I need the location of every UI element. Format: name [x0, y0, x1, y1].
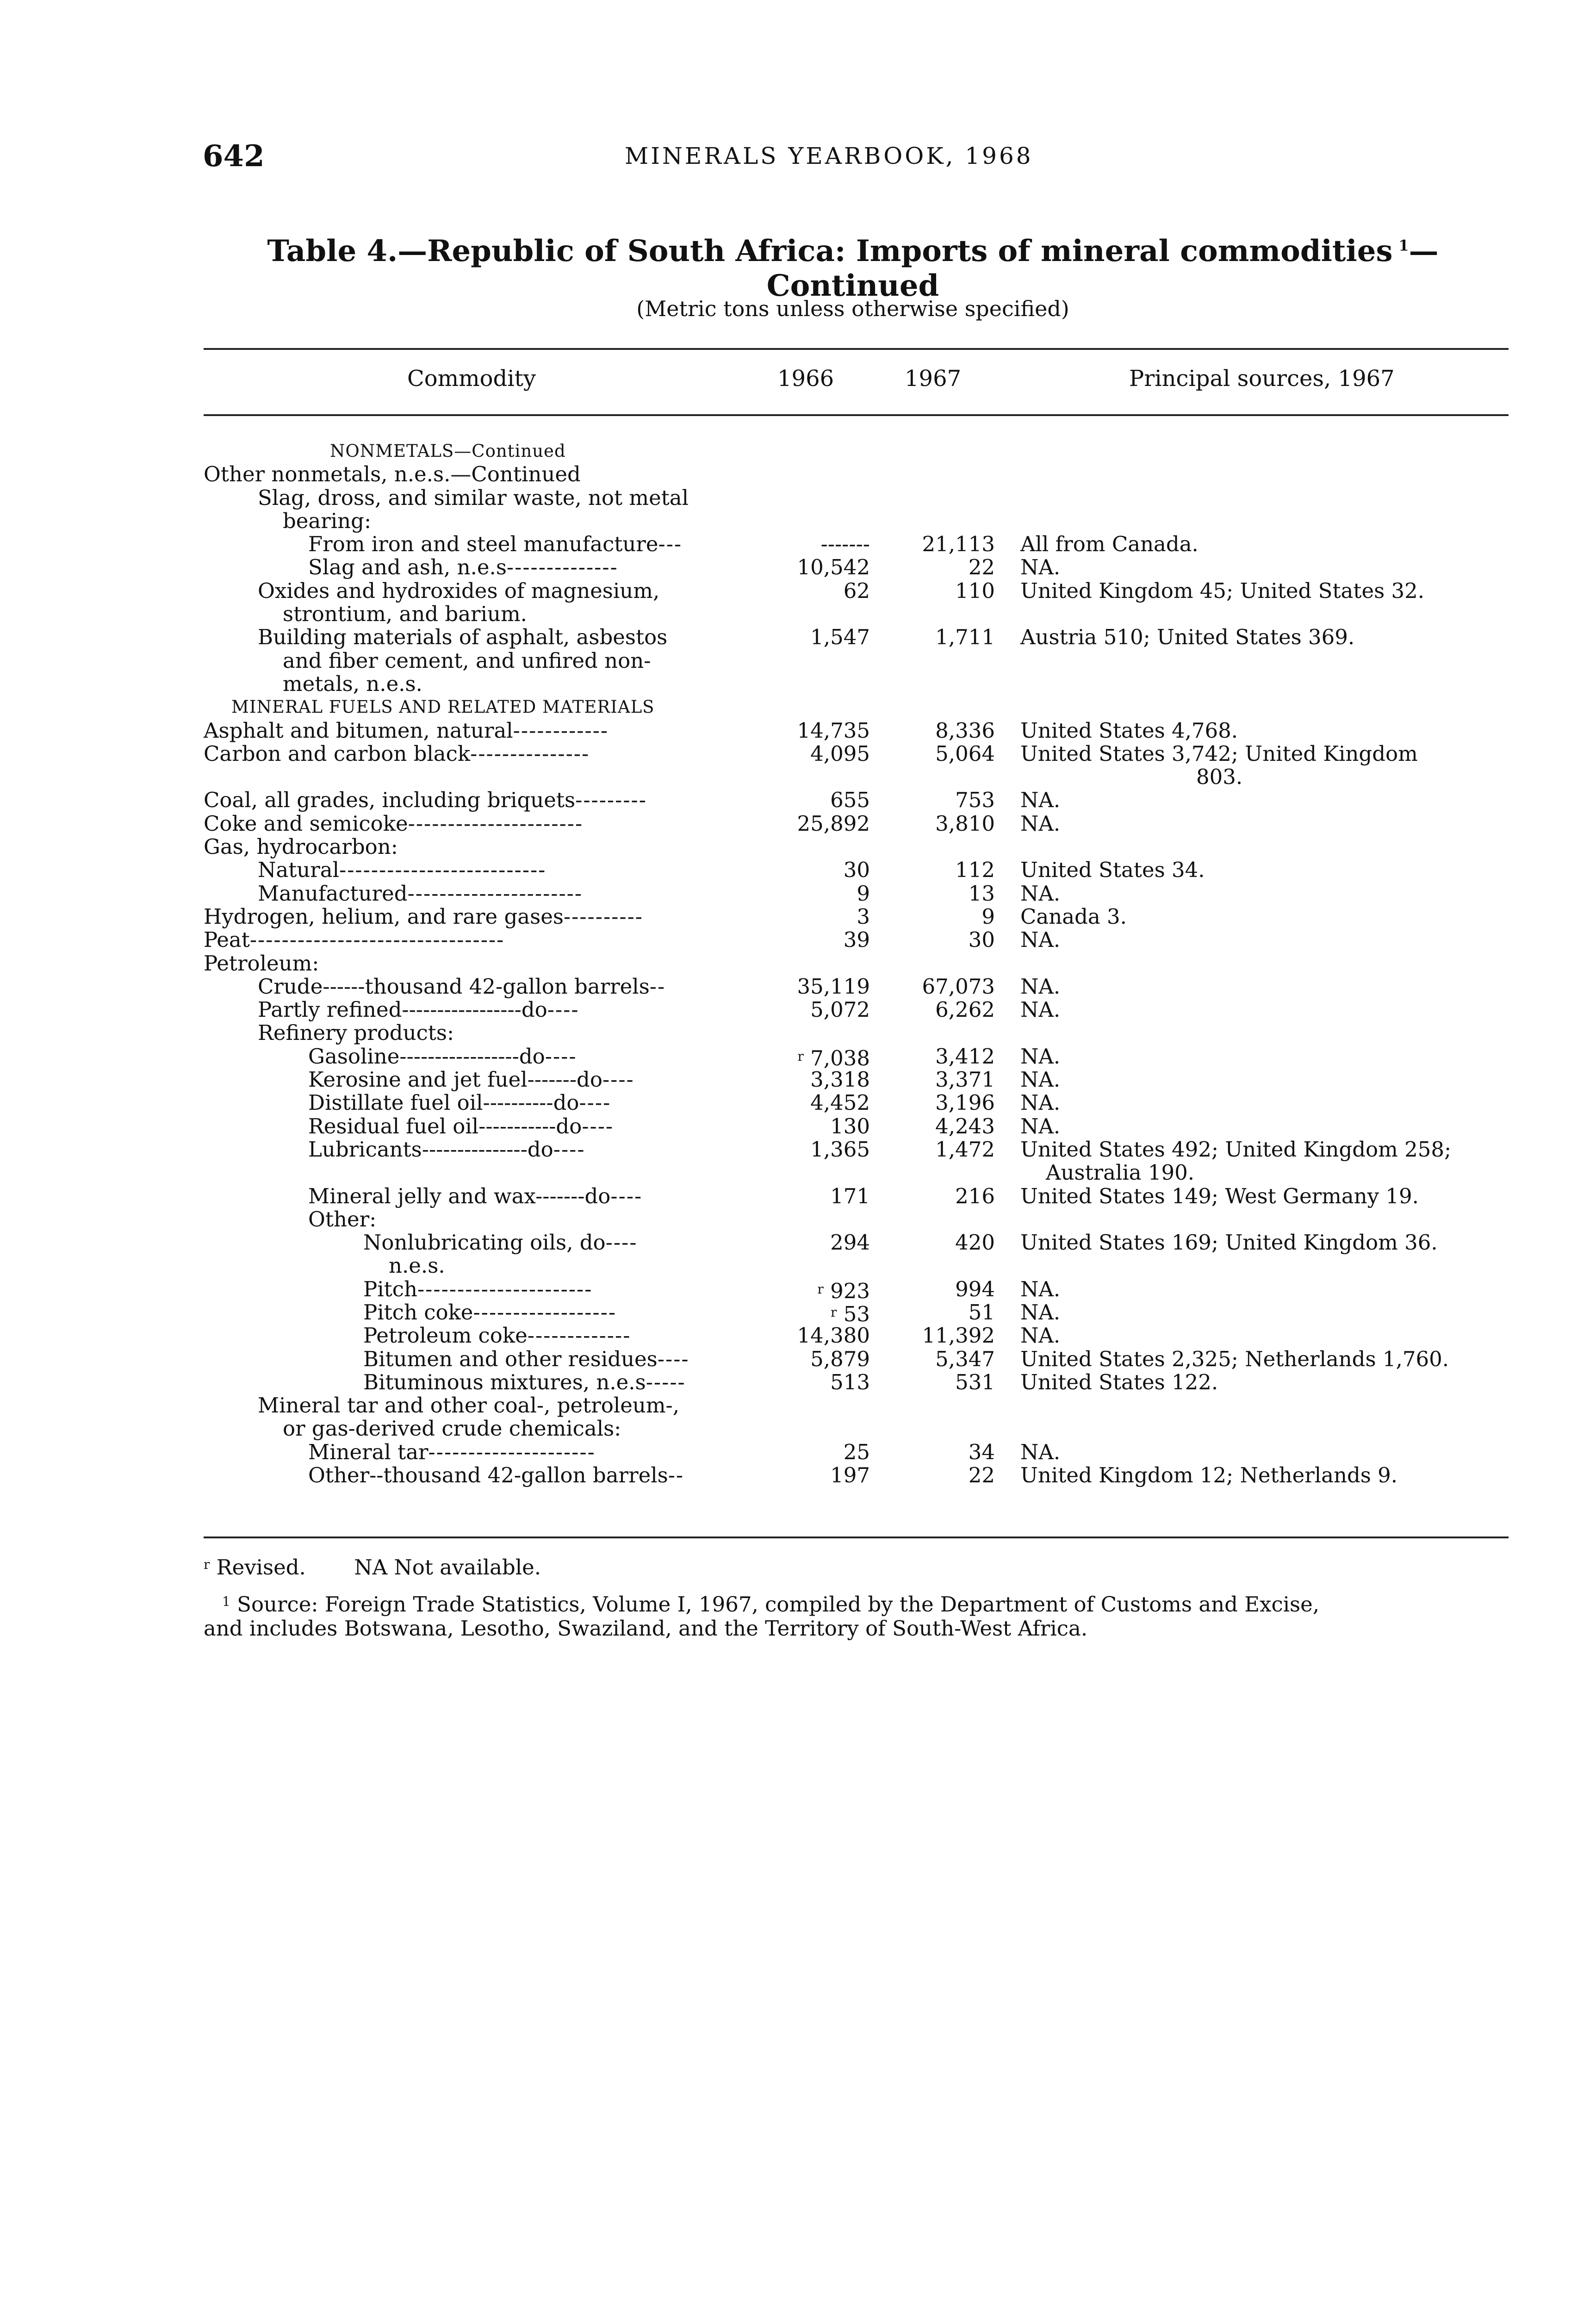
leader-dots: ----------------------	[417, 1276, 593, 1301]
value-1967-cell: 994	[955, 1276, 995, 1301]
footnote-legend	[204, 1555, 541, 1580]
principal-sources-cell: NA.	[1020, 788, 1061, 813]
value-1967-cell: 6,262	[935, 997, 995, 1022]
table-row	[0, 1161, 1596, 1184]
commodity-cell: Slag, dross, and similar waste, not metal	[258, 485, 689, 510]
table-row	[0, 765, 1596, 789]
na-text: NA Not available.	[354, 1555, 541, 1580]
principal-sources-cell: NA.	[1020, 1090, 1061, 1115]
revised-mark: r	[817, 1281, 824, 1297]
principal-sources-cell: United States 3,742; United Kingdom	[1020, 741, 1418, 766]
commodity-cell: MINERAL FUELS AND RELATED MATERIALS	[231, 697, 655, 717]
commodity-cell: Oxides and hydroxides of magnesium,	[258, 578, 660, 603]
table-row	[0, 742, 1596, 765]
source-mark: 1	[222, 1594, 230, 1609]
value-1967-cell: 531	[955, 1369, 995, 1394]
value-1966-cell: 3,318	[810, 1067, 870, 1092]
leader-dots: --------------------------------	[249, 927, 505, 952]
commodity-cell: n.e.s.	[389, 1253, 445, 1278]
value-1966-cell: 35,119	[797, 974, 870, 999]
value-1967-cell: 3,412	[935, 1044, 995, 1069]
column-header-commodity: Commodity	[407, 366, 536, 392]
value-1966-cell: 5,072	[810, 997, 870, 1022]
value-1966-cell: 3	[857, 904, 870, 929]
value-1966-cell: 10,542	[797, 555, 870, 580]
commodity-cell: Nonlubricating oils, do----	[363, 1230, 638, 1255]
principal-sources-cell: 803.	[1196, 765, 1243, 790]
table-row	[0, 672, 1596, 696]
commodity-cell: Other--thousand 42-gallon barrels--	[308, 1463, 684, 1488]
table-row	[0, 1417, 1596, 1440]
commodity-cell: Mineral jelly and wax-------do----	[308, 1183, 643, 1208]
value-1967-cell: 753	[955, 788, 995, 813]
value-1967-cell: 51	[968, 1300, 995, 1325]
column-header-principal-sources: Principal sources, 1967	[1129, 366, 1395, 392]
value-1967-cell: 21,113	[922, 532, 995, 557]
leader-dots: --	[649, 974, 666, 999]
value-1967-cell: 9	[981, 904, 995, 929]
table-row	[0, 1185, 1596, 1208]
table-row	[0, 486, 1596, 510]
table-row	[0, 1045, 1596, 1068]
principal-sources-cell: United States 2,325; Netherlands 1,760.	[1020, 1346, 1449, 1371]
value-1967-cell: 420	[955, 1230, 995, 1255]
title-footnote-ref: 1	[1398, 236, 1409, 255]
commodity-cell: Peat--------------------------------	[204, 927, 505, 952]
leader-dots: ----	[579, 1090, 611, 1115]
leader-dots: ------------------	[473, 1300, 617, 1325]
table-body	[0, 440, 1596, 1487]
commodity-cell: Mineral tar---------------------	[308, 1439, 596, 1464]
commodity-cell: Refinery products:	[258, 1020, 454, 1045]
value-1967-cell: 3,810	[935, 811, 995, 836]
leader-dots: -------------	[527, 1323, 631, 1348]
commodity-cell: From iron and steel manufacture---	[308, 532, 683, 557]
value-1967-cell: 22	[968, 1463, 995, 1488]
leader-dots: ----	[553, 1137, 585, 1162]
principal-sources-cell: NA.	[1020, 1323, 1061, 1348]
page-header	[0, 139, 1596, 185]
table-row	[0, 1394, 1596, 1417]
leader-dots: ----------	[563, 904, 643, 929]
leader-dots: ----------------------	[408, 811, 584, 836]
commodity-cell: Kerosine and jet fuel-------do----	[308, 1067, 634, 1092]
commodity-cell: Natural--------------------------	[258, 858, 546, 883]
principal-sources-cell: Australia 190.	[1046, 1160, 1195, 1185]
table-row	[0, 952, 1596, 975]
principal-sources-cell: United States 169; United Kingdom 36.	[1020, 1230, 1438, 1255]
principal-sources-cell: NA.	[1020, 881, 1061, 906]
principal-sources-cell: NA.	[1020, 811, 1061, 836]
leader-dots: ----	[605, 1230, 638, 1255]
column-header-1967: 1967	[905, 366, 962, 392]
leader-dots: ---	[658, 532, 683, 557]
leader-dots: ---------------------	[428, 1439, 596, 1464]
table-row	[0, 1348, 1596, 1371]
running-title: MINERALS YEARBOOK, 1968	[625, 143, 1033, 169]
revised-text: Revised.	[216, 1555, 306, 1580]
principal-sources-cell: United States 492; United Kingdom 258;	[1020, 1137, 1452, 1162]
table-row	[0, 1301, 1596, 1324]
leader-dots: --------------	[506, 555, 618, 580]
table-row	[0, 1324, 1596, 1347]
value-1966-cell: 4,095	[810, 741, 870, 766]
principal-sources-cell: Canada 3.	[1020, 904, 1127, 929]
principal-sources-cell: United Kingdom 12; Netherlands 9.	[1020, 1463, 1398, 1488]
principal-sources-cell: All from Canada.	[1020, 532, 1199, 557]
table-row	[0, 1068, 1596, 1091]
leader-dots: ---------	[575, 788, 647, 813]
commodity-cell: Manufactured----------------------	[258, 881, 583, 906]
leader-dots: ----	[602, 1067, 634, 1092]
principal-sources-cell: United States 4,768.	[1020, 718, 1238, 743]
commodity-cell: Other nonmetals, n.e.s.—Continued	[204, 462, 581, 487]
commodity-cell: and fiber cement, and unfired non-	[283, 648, 651, 673]
leader-dots: --	[668, 1463, 684, 1488]
value-1966-cell: 4,452	[810, 1090, 870, 1115]
table-row	[0, 649, 1596, 672]
source-footnote-line2: and includes Botswana, Lesotho, Swaziland, and the Territory of South-West Africa.	[204, 1616, 1088, 1641]
table-row	[0, 463, 1596, 486]
principal-sources-cell: NA.	[1020, 1044, 1061, 1069]
value-1967-cell: 3,371	[935, 1067, 995, 1092]
table-row	[0, 1231, 1596, 1254]
table-bottom-rule	[204, 1536, 1509, 1538]
value-1967-cell: 67,073	[922, 974, 995, 999]
value-1966-cell: 171	[830, 1183, 870, 1208]
value-1967-cell: 1,472	[935, 1137, 995, 1162]
table-row	[0, 882, 1596, 905]
value-1966-cell: 655	[830, 788, 870, 813]
table-row	[0, 556, 1596, 579]
value-1967-cell: 1,711	[935, 625, 995, 650]
commodity-cell: or gas-derived crude chemicals:	[283, 1416, 621, 1441]
value-1967-cell: 112	[955, 858, 995, 883]
commodity-cell: Gasoline-----------------do----	[308, 1044, 577, 1069]
value-1966-cell: 130	[830, 1113, 870, 1138]
table-row	[0, 1138, 1596, 1161]
principal-sources-cell: NA.	[1020, 1300, 1061, 1325]
value-1966-cell: 1,365	[810, 1137, 870, 1162]
value-1966-cell: 5,879	[810, 1346, 870, 1371]
table-row	[0, 510, 1596, 533]
table-row	[0, 1021, 1596, 1045]
principal-sources-cell: United States 34.	[1020, 858, 1205, 883]
commodity-cell: Distillate fuel oil----------do----	[308, 1090, 611, 1115]
table-row	[0, 905, 1596, 928]
commodity-cell: Carbon and carbon black---------------	[204, 741, 590, 766]
value-1967-cell: 216	[955, 1183, 995, 1208]
table-row	[0, 1254, 1596, 1277]
principal-sources-cell: NA.	[1020, 974, 1061, 999]
table-row	[0, 858, 1596, 882]
commodity-cell: Hydrogen, helium, and rare gases----------	[204, 904, 643, 929]
value-1966-cell: $^r$ 923	[817, 1278, 870, 1303]
commodity-cell: Coke and semicoke----------------------	[204, 811, 584, 836]
leader-dots: -----	[646, 1369, 686, 1394]
value-1967-cell: 8,336	[935, 718, 995, 743]
value-1967-cell: 3,196	[935, 1090, 995, 1115]
commodity-cell: strontium, and barium.	[283, 602, 527, 627]
commodity-cell: NONMETALS—Continued	[330, 441, 566, 461]
value-1966-cell: 197	[830, 1463, 870, 1488]
table-row	[0, 533, 1596, 556]
commodity-cell: Lubricants---------------do----	[308, 1137, 585, 1162]
table-row	[0, 835, 1596, 858]
principal-sources-cell: United Kingdom 45; United States 32.	[1020, 578, 1425, 603]
table-top-rule	[204, 348, 1509, 350]
table-row	[0, 1441, 1596, 1464]
commodity-cell: Building materials of asphalt, asbestos	[258, 625, 668, 650]
table-row	[0, 789, 1596, 812]
table-row	[0, 719, 1596, 742]
value-1966-cell: 25	[843, 1439, 870, 1464]
value-1966-cell: -------	[820, 532, 870, 557]
revised-mark: r	[204, 1557, 210, 1572]
table-row	[0, 1464, 1596, 1487]
leader-dots: --------------------------	[339, 858, 546, 883]
value-1966-cell: $^r$ 7,038	[797, 1045, 870, 1070]
value-1967-cell: 34	[968, 1439, 995, 1464]
principal-sources-cell: NA.	[1020, 555, 1061, 580]
value-1966-cell: 62	[843, 578, 870, 603]
commodity-cell: Mineral tar and other coal-, petroleum-,	[258, 1393, 680, 1418]
value-1967-cell: 13	[968, 881, 995, 906]
table-row	[0, 1278, 1596, 1301]
value-1966-cell: 14,735	[797, 718, 870, 743]
section-heading-row	[0, 696, 1596, 719]
leader-dots: ----	[582, 1113, 614, 1138]
value-1966-cell: 30	[843, 858, 870, 883]
revised-mark: r	[797, 1048, 804, 1064]
commodity-cell: Slag and ash, n.e.s--------------	[308, 555, 618, 580]
leader-dots: ----------------------	[407, 881, 583, 906]
commodity-cell: Petroleum:	[204, 951, 319, 976]
column-header-1966: 1966	[777, 366, 834, 392]
table-title: Table 4.—Republic of South Africa: Imports of mineral commodities $^1$—Continued	[267, 234, 1439, 303]
commodity-cell: Crude------thousand 42-gallon barrels--	[258, 974, 666, 999]
commodity-cell: Other:	[308, 1207, 377, 1232]
table-row	[0, 579, 1596, 603]
value-1967-cell: 4,243	[935, 1113, 995, 1138]
leader-dots: ------------	[513, 718, 609, 743]
principal-sources-cell: NA.	[1020, 1113, 1061, 1138]
value-1966-cell: $^r$ 53	[831, 1301, 870, 1326]
commodity-cell: Pitch----------------------	[363, 1276, 593, 1301]
table-row	[0, 998, 1596, 1021]
commodity-cell: Bitumen and other residues----	[363, 1346, 689, 1371]
commodity-cell: Asphalt and bitumen, natural------------	[204, 718, 609, 743]
table-row	[0, 1371, 1596, 1394]
value-1967-cell: 110	[955, 578, 995, 603]
value-1966-cell: 39	[843, 927, 870, 952]
leader-dots: ----	[610, 1183, 643, 1208]
commodity-cell: Coal, all grades, including briquets---------	[204, 788, 647, 813]
value-1966-cell: 14,380	[797, 1323, 870, 1348]
leader-dots: ----	[545, 1044, 577, 1069]
leader-dots: ---------------	[470, 741, 590, 766]
value-1966-cell: 25,892	[797, 811, 870, 836]
principal-sources-cell: NA.	[1020, 1067, 1061, 1092]
value-1967-cell: 30	[968, 927, 995, 952]
commodity-cell: Gas, hydrocarbon:	[204, 834, 398, 859]
principal-sources-cell: NA.	[1020, 1439, 1061, 1464]
commodity-cell: Bituminous mixtures, n.e.s-----	[363, 1369, 686, 1394]
value-1966-cell: 513	[830, 1369, 870, 1394]
principal-sources-cell: NA.	[1020, 997, 1061, 1022]
revised-mark: r	[831, 1304, 837, 1320]
table-row	[0, 975, 1596, 998]
page-number: 642	[203, 139, 265, 174]
table-row	[0, 812, 1596, 835]
value-1966-cell: 9	[857, 881, 870, 906]
value-1966-cell: 294	[830, 1230, 870, 1255]
value-1967-cell: 5,064	[935, 741, 995, 766]
table-row	[0, 1115, 1596, 1138]
table-row	[0, 1091, 1596, 1114]
principal-sources-cell: United States 122.	[1020, 1369, 1218, 1394]
principal-sources-cell: NA.	[1020, 927, 1061, 952]
table-row	[0, 1208, 1596, 1231]
leader-dots: ----	[657, 1346, 689, 1371]
value-1967-cell: 22	[968, 555, 995, 580]
commodity-cell: Partly refined-----------------do----	[258, 997, 579, 1022]
header-bottom-rule	[204, 414, 1509, 416]
value-1967-cell: 5,347	[935, 1346, 995, 1371]
leader-dots: ----	[547, 997, 579, 1022]
table-row	[0, 626, 1596, 649]
table-row	[0, 603, 1596, 626]
principal-sources-cell: Austria 510; United States 369.	[1020, 625, 1355, 650]
commodity-cell: metals, n.e.s.	[283, 671, 422, 696]
principal-sources-cell: NA.	[1020, 1276, 1061, 1301]
principal-sources-cell: United States 149; West Germany 19.	[1020, 1183, 1419, 1208]
section-heading-row	[0, 440, 1596, 463]
table-subtitle: (Metric tons unless otherwise specified)	[636, 296, 1069, 321]
value-1966-cell: 1,547	[810, 625, 870, 650]
commodity-cell: Residual fuel oil-----------do----	[308, 1113, 614, 1138]
value-1967-cell: 11,392	[922, 1323, 995, 1348]
commodity-cell: Petroleum coke-------------	[363, 1323, 631, 1348]
source-footnote-line1: $^1$ Source: Foreign Trade Statistics, Volume I, 1967, compiled by the Department of Customs and Excise,	[222, 1592, 1320, 1617]
table-row	[0, 928, 1596, 952]
commodity-cell: bearing:	[283, 508, 372, 533]
commodity-cell: Pitch coke------------------	[363, 1300, 617, 1325]
